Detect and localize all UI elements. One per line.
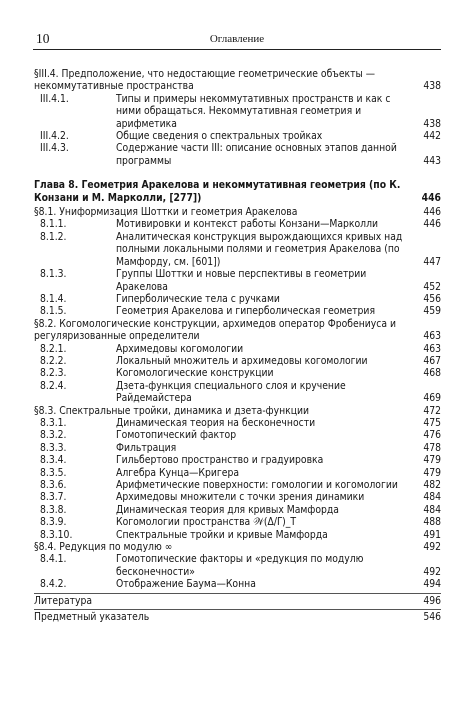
toc-entry [34,516,441,528]
toc-entry [34,380,441,405]
toc-entry [34,504,441,516]
toc-page-number: 467 [423,354,441,367]
toc-entry-title: Группы Шоттки и новые перспективы в геометрии Аракелова [116,268,367,293]
toc-page-number: 479 [423,454,441,467]
toc-entry-title: Отображение Баума—Конна [116,578,256,591]
toc-page-number: 479 [423,466,441,479]
toc-page-number: 482 [423,479,441,491]
toc-page-number: 438 [423,117,441,130]
toc-entry-number: 8.3.10. [40,528,73,541]
toc-entry-number: 8.3.3. [40,441,67,454]
toc-entry-number: 8.1.2. [40,230,67,243]
toc-entry-title: §8.2. Когомологические конструкции, архимедов оператор Фробениуса и регуляризованные определители [34,317,396,343]
toc-page-number: 442 [423,130,441,143]
page-number: 10 [36,31,50,46]
toc-entry [34,479,441,491]
toc-entry [34,405,441,417]
toc-entry-title: Алгебра Кунца—Кригера [116,466,240,479]
toc-entry [34,93,441,130]
toc-entry-title: Литература [34,594,93,607]
toc-entry-title: §8.1. Униформизация Шоттки и геометрия Аракелова [34,206,298,219]
toc-entry-number: 8.1.1. [40,218,67,231]
toc-entry-title: Дзета-функция специального слоя и кручение Райдемайстера [116,379,346,405]
toc-entry-number: 8.1.4. [40,292,67,305]
header-title: Оглавление [209,33,265,45]
toc-entry-title: Гиперболические тела с ручками [116,292,280,305]
toc-page-number: 456 [423,292,441,305]
toc-entry-number: 8.3.4. [40,454,67,467]
toc-entry-number: 8.3.9. [40,516,67,529]
toc-entry-title: Архимедовы когомологии [116,342,244,355]
toc-entry-number: III.4.2. [40,130,69,143]
toc-page-number: 492 [423,541,441,554]
toc-entry-number: 8.3.5. [40,466,67,479]
toc-entry-title: Гильбертово пространство и градуировка [116,454,324,467]
toc-page-number: 488 [423,516,441,529]
toc-entry-number: 8.4.1. [40,553,67,566]
toc-entry [34,142,441,167]
toc-page-number: 452 [423,280,441,293]
toc-entry-title: Локальный множитель и архимедовы когомологии [116,354,368,367]
toc-entry-title: Мотивировки и контекст работы Конзани—Марколли [116,218,379,231]
toc-entry-title: Когомологические конструкции [116,367,274,380]
toc-entry-title: Фильтрация [116,441,177,454]
toc-entry-number: 8.3.1. [40,416,67,429]
toc-entry [34,529,441,541]
toc-entry-title: Динамическая теория на бесконечности [116,416,316,429]
toc-page-number: 469 [423,392,441,405]
toc-page-number: 546 [423,611,441,624]
toc-entry-number: 8.2.4. [40,379,67,392]
toc-page-number: 496 [423,594,441,607]
toc-entry-number: 8.4.2. [40,578,67,591]
toc-entry-title: Гомотопический фактор [116,429,237,442]
toc-page-number: 492 [423,565,441,578]
toc-entry-number: 8.2.3. [40,367,67,380]
toc-entry [34,611,441,623]
toc-entry-title: §8.4. Редукция по модулю ∞ [34,541,173,554]
toc-page-number: 494 [423,578,441,591]
toc-entry [34,130,441,142]
toc-entry [34,218,441,230]
toc-page-number: 447 [423,255,441,268]
toc-entry [34,429,441,441]
toc-page-number: 459 [423,305,441,318]
toc-entry-title: Типы и примеры некоммутативных пространств и как с ними обращаться. Некоммутативная геометрия и арифметика [116,92,391,130]
toc-page-number: 468 [423,367,441,380]
toc-entry-title: Когомологии пространства 𝒲(Δ/Γ)_T [116,516,297,529]
divider [34,593,441,594]
toc-entry [34,355,441,367]
toc-entry [34,417,441,429]
toc-entry-number: 8.3.2. [40,429,67,442]
toc-page-number: 491 [423,528,441,541]
toc-entry-title: Спектральные тройки и кривые Мамфорда [116,528,328,541]
toc-entry-number: 8.3.7. [40,491,67,504]
toc-entry-number: 8.2.2. [40,354,67,367]
toc-entry [34,367,441,379]
toc-entry [34,343,441,355]
toc-page-number: 484 [423,491,441,504]
toc-entry-number: 8.2.1. [40,342,67,355]
toc-entry-number: 8.1.3. [40,268,67,281]
toc-entry [34,467,441,479]
toc-page-number: 446 [423,206,441,219]
toc-entry-title: §8.3. Спектральные тройки, динамика и дзета-функции [34,404,310,417]
toc-entry [34,293,441,305]
toc-entry [34,305,441,317]
toc-entry-title: §III.4. Предположение, что недостающие геометрические объекты — некоммутативные пространства [34,68,376,93]
toc-entry-title: Содержание части III: описание основных этапов данной программы [116,142,397,167]
divider [34,609,441,610]
running-header [33,29,441,50]
toc-page-number: 446 [423,218,441,231]
toc-entry [34,541,441,553]
toc-entry-number: 8.1.5. [40,305,67,318]
toc-page-number: 463 [423,330,441,343]
toc-entry [34,454,441,466]
toc-entry-title: Динамическая теория для кривых Мамфорда [116,503,339,516]
toc-page-number: 438 [423,80,441,93]
toc-entry-title: Предметный указатель [34,611,150,624]
chapter-title: Глава 8. Геометрия Аракелова и некоммутативная геометрия (по К. Конзани и М. Марколли, [277]) [34,179,401,204]
toc-page-number: 475 [423,416,441,429]
toc-entry [34,491,441,503]
toc-entry [34,179,441,204]
toc-entry-number: III.4.1. [40,92,69,105]
toc-entry [34,578,441,590]
toc-entry-title: Геометрия Аракелова и гиперболическая геометрия [116,305,376,318]
toc-page-number: 463 [423,342,441,355]
toc-entry-number: 8.3.8. [40,503,67,516]
toc-entry-title: Аналитическая конструкция вырождающихся кривых над полными локальными полями и геометрия Аракелова (по Мамфорду, см. [601]) [116,230,403,268]
toc-page-number: 472 [423,404,441,417]
toc-entry [34,231,441,268]
toc-entry [34,595,441,607]
toc-entry-title: Арифметические поверхности: гомологии и когомологии [116,479,398,491]
toc-entry [34,68,441,93]
toc-page-number: 443 [423,154,441,167]
toc-entry [34,442,441,454]
toc-page-number: 476 [423,429,441,442]
toc-entry-title: Архимедовы множители с точки зрения динамики [116,491,365,504]
toc-entry [34,553,441,578]
toc-page-number: 484 [423,503,441,516]
toc-entry-number: III.4.3. [40,142,69,155]
toc-page-number: 478 [423,441,441,454]
toc-entry [34,268,441,293]
toc-entry-title: Общие сведения о спектральных тройках [116,130,323,143]
toc-entry-number: 8.3.6. [40,479,67,491]
toc-entry [34,206,441,218]
toc-entry [34,318,441,343]
toc-entry-title: Гомотопические факторы и «редукция по модулю бесконечности» [116,553,364,578]
table-of-contents [34,68,441,623]
toc-page-number: 446 [421,191,441,204]
